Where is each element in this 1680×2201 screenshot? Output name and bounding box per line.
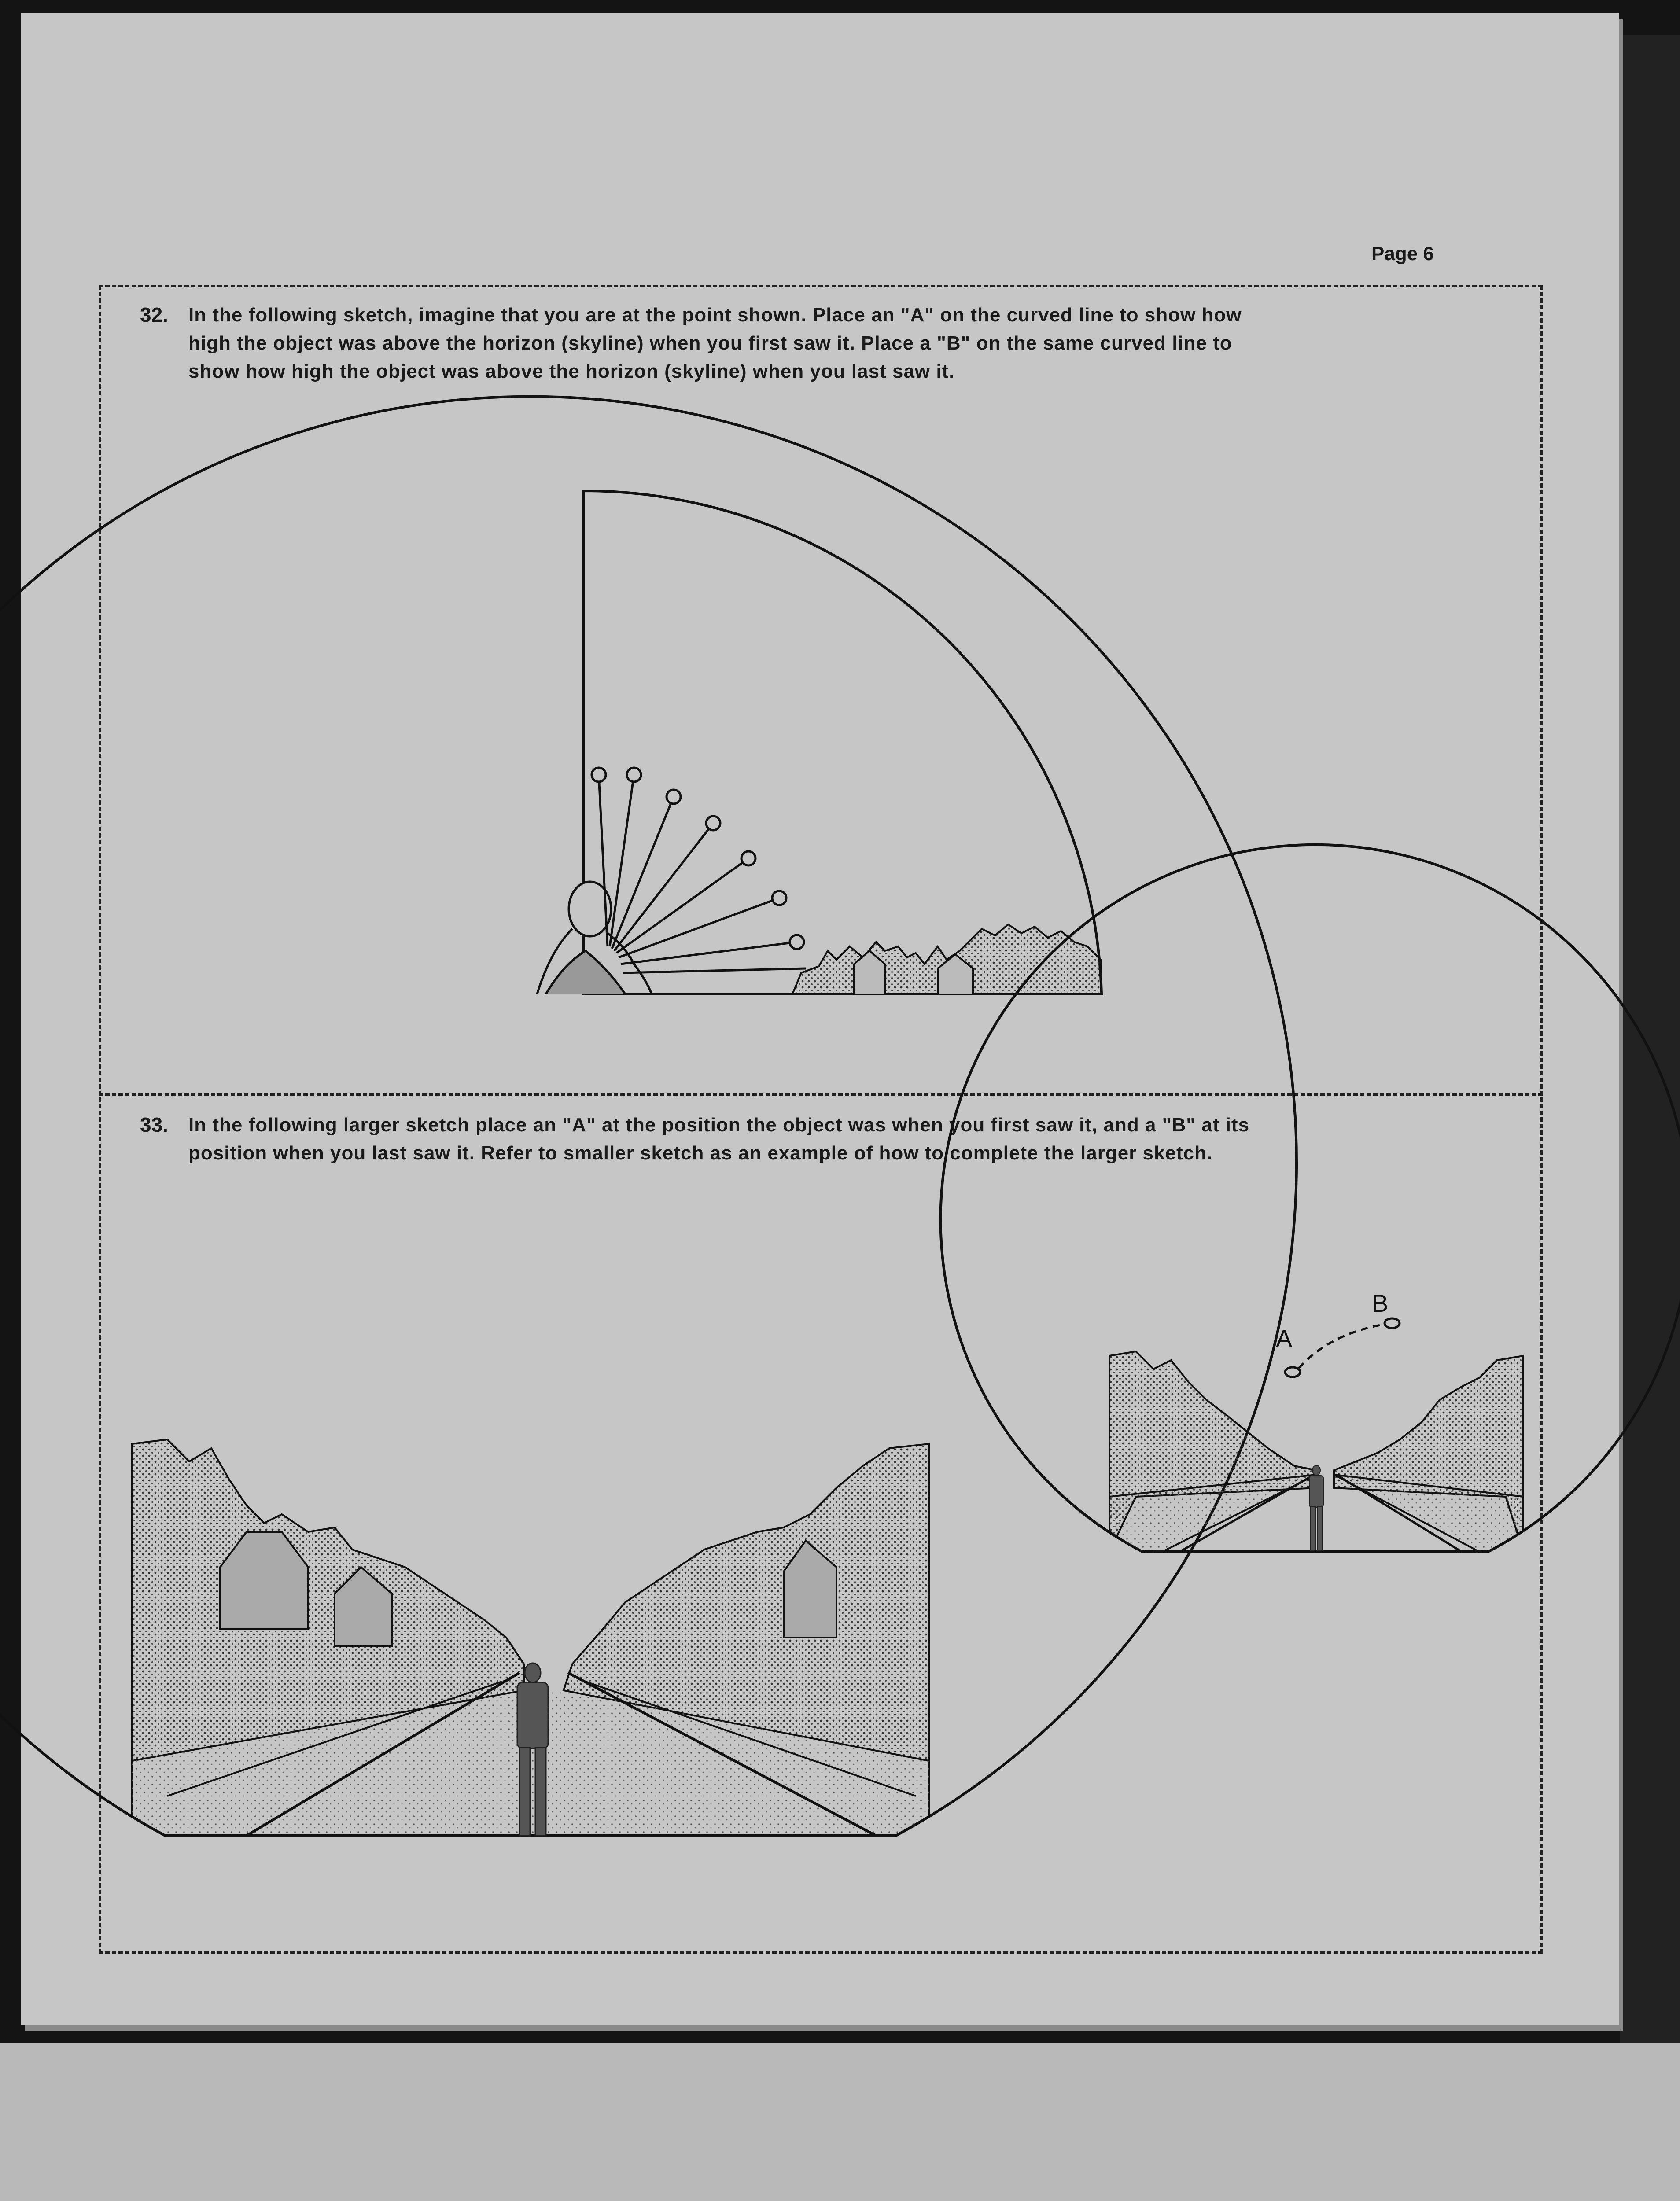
small-standing-person — [1309, 1465, 1323, 1550]
question-32-text: In the following sketch, imagine that you are at the point shown. Place an "A" on the curved line to show how high the object was above the horizon (skyline) when you first saw it. Place a "B" on the same curved line to show how high the object was above the horizon (skyline) when you last saw it. — [188, 304, 1242, 382]
observer-figure — [537, 882, 652, 994]
marker-a-oval — [1285, 1367, 1300, 1377]
path-a-to-b — [1299, 1324, 1385, 1368]
large-street-sketch — [0, 397, 1297, 1836]
question-33-number: 33. — [140, 1113, 168, 1136]
marker-a-label: A — [1276, 1325, 1293, 1352]
pointing-arms — [592, 768, 806, 973]
page-number: Page 6 — [1371, 243, 1434, 265]
question-33-text: In the following larger sketch place an "A" at the position the object was when you first saw it, and a "B" at its position when you last saw it. Refer to smaller sketch as an example of how to complete the larger sketch. — [188, 1114, 1250, 1164]
question-32-number: 32. — [140, 303, 168, 326]
quarter-circle-sketch — [537, 491, 1102, 994]
marker-b-oval — [1385, 1318, 1400, 1328]
marker-b-label: B — [1372, 1289, 1389, 1317]
